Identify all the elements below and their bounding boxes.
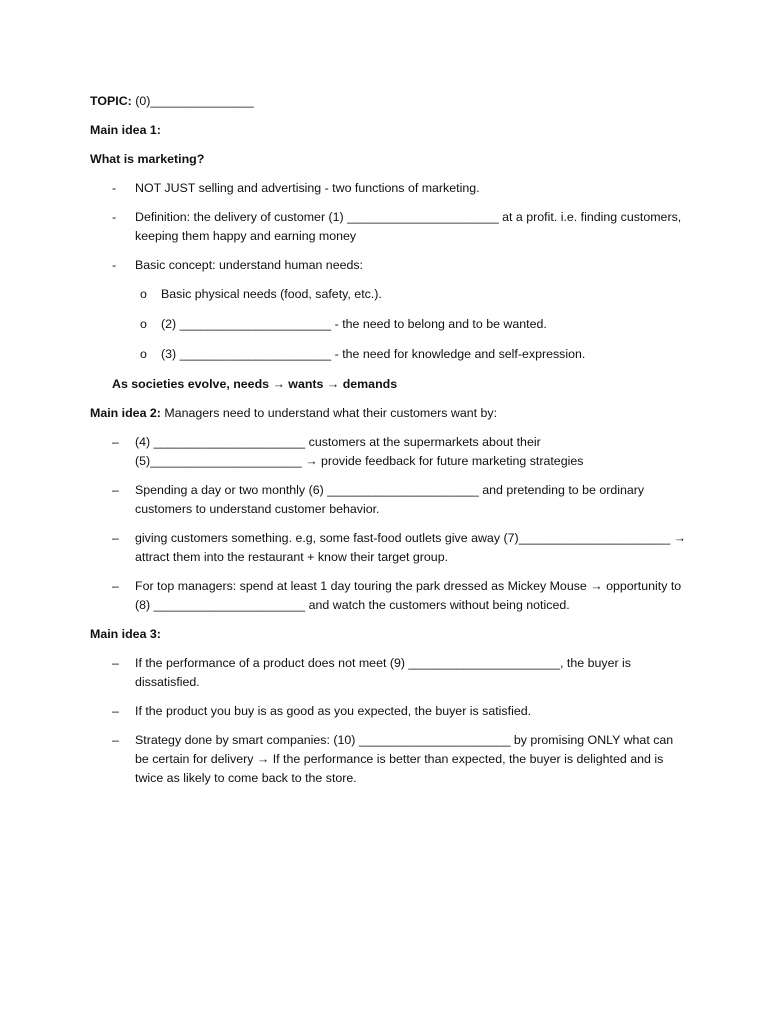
list-item: [90, 702, 690, 721]
circle-marker: o: [140, 317, 147, 331]
bullet-marker: –: [112, 531, 119, 545]
bullet-marker: –: [112, 733, 119, 747]
bullet-text: Definition: the delivery of customer (1) ______________________ at a profit. i.e. finding customers, keeping them happy and earning money: [135, 210, 682, 243]
main-idea-1-question: What is marketing?: [90, 152, 205, 166]
main-idea-1-heading: Main idea 1:: [90, 123, 161, 137]
sub-bullet-text: (2) ______________________ - the need to belong and to be wanted.: [161, 317, 547, 331]
needs-sub-bullets: [90, 285, 690, 364]
circle-marker: o: [140, 287, 147, 301]
topic-line: [90, 92, 690, 111]
bullet-marker: –: [112, 483, 119, 497]
bullet-marker: -: [112, 181, 117, 195]
bullet-marker: -: [112, 210, 117, 224]
list-item: [90, 529, 690, 567]
list-item: [90, 256, 690, 275]
bullet-text: (4) ______________________ customers at the supermarkets about their (5)______________________ → provide feedback for future marketing strategies: [135, 435, 584, 468]
list-item: [90, 285, 690, 304]
document-page: [90, 92, 690, 798]
list-item: [90, 433, 690, 471]
main-idea-3-bullets: [90, 654, 690, 788]
topic-blank: (0)_______________: [131, 94, 254, 108]
bullet-marker: –: [112, 579, 119, 593]
bullet-marker: –: [112, 704, 119, 718]
main-idea-2-intro: Managers need to understand what their customers want by:: [160, 406, 498, 420]
circle-marker: o: [140, 347, 147, 361]
bullet-text: If the performance of a product does not meet (9) ______________________, the buyer is dissatisfied.: [135, 656, 631, 689]
list-item: [90, 208, 690, 246]
list-item: [90, 481, 690, 519]
list-item: [90, 179, 690, 198]
bullet-text: Spending a day or two monthly (6) ______________________ and pretending to be ordinary customers to understand customer behavior.: [135, 483, 645, 516]
bullet-text: For top managers: spend at least 1 day touring the park dressed as Mickey Mouse → opportunity to (8) ______________________ and watch the customers without being noticed.: [135, 579, 682, 612]
bullet-text: Strategy done by smart companies: (10) ______________________ by promising ONLY what can be certain for delivery → If the performance is better than expected, the buyer is delighted and is twice as likely to come back to the store.: [135, 733, 674, 785]
bullet-text: NOT JUST selling and advertising - two functions of marketing.: [135, 181, 480, 195]
main-idea-1-bullets: [90, 179, 690, 275]
list-item: [90, 654, 690, 692]
topic-label: TOPIC:: [90, 94, 132, 108]
bullet-marker: -: [112, 258, 117, 272]
bullet-text: If the product you buy is as good as you expected, the buyer is satisfied.: [135, 704, 532, 718]
main-idea-2-bullets: [90, 433, 690, 615]
sub-bullet-text: (3) ______________________ - the need for knowledge and self-expression.: [161, 347, 586, 361]
list-item: [90, 315, 690, 334]
bullet-text: giving customers something. e.g, some fast-food outlets give away (7)______________________ → attract them into the restaurant + know their target group.: [135, 531, 687, 564]
main-idea-2-heading: Main idea 2:: [90, 406, 161, 420]
list-item: [90, 345, 690, 364]
main-idea-3-heading: Main idea 3:: [90, 627, 161, 641]
bullet-marker: –: [112, 656, 119, 670]
list-item: [90, 731, 690, 788]
bullet-text: Basic concept: understand human needs:: [135, 258, 363, 272]
list-item: [90, 577, 690, 615]
bullet-marker: –: [112, 435, 119, 449]
needs-evolution-line: As societies evolve, needs → wants → demands: [112, 377, 398, 391]
sub-bullet-text: Basic physical needs (food, safety, etc.).: [161, 287, 382, 301]
main-idea-2-line: [90, 404, 690, 423]
